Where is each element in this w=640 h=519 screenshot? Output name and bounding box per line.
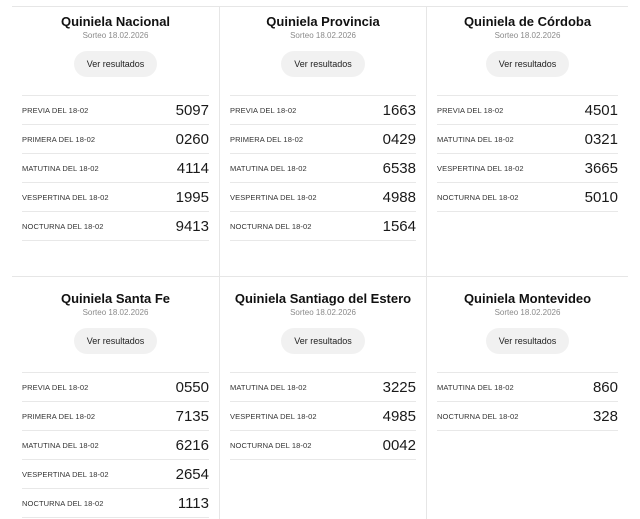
draw-label: MATUTINA DEL 18-02 (230, 382, 307, 392)
card-title: Quiniela Provincia (266, 14, 380, 29)
card-title: Quiniela Nacional (60, 14, 171, 29)
draw-number: 5010 (584, 188, 618, 206)
draw-label: MATUTINA DEL 18-02 (22, 440, 99, 450)
draw-label: VESPERTINA DEL 18-02 (230, 411, 317, 421)
result-row (230, 430, 416, 460)
draw-label: PREVIA DEL 18-02 (22, 382, 89, 392)
result-row (22, 211, 209, 241)
card-quiniela-montevideo (426, 276, 628, 519)
results-list (437, 95, 618, 212)
draw-number: 3225 (382, 378, 416, 396)
draw-number: 6216 (175, 436, 209, 454)
result-row (22, 124, 209, 153)
draw-label: VESPERTINA DEL 18-02 (230, 192, 317, 202)
result-row (22, 401, 209, 430)
draw-label: PREVIA DEL 18-02 (437, 105, 504, 115)
result-row (22, 430, 209, 459)
result-row (230, 211, 416, 241)
draw-label: PRIMERA DEL 18-02 (230, 134, 304, 144)
ver-resultados-button[interactable]: Ver resultados (281, 51, 365, 77)
result-row (230, 95, 416, 124)
draw-number: 4985 (382, 407, 416, 425)
draw-label: PREVIA DEL 18-02 (22, 105, 89, 115)
result-row (230, 153, 416, 182)
draw-number: 328 (592, 407, 618, 425)
card-title: Quiniela Santiago del Estero (234, 291, 412, 306)
draw-label: NOCTURNA DEL 18-02 (230, 440, 312, 450)
result-row (230, 124, 416, 153)
result-row (230, 401, 416, 430)
draw-label: PRIMERA DEL 18-02 (22, 411, 96, 421)
draw-label: NOCTURNA DEL 18-02 (437, 192, 519, 202)
ver-resultados-button[interactable]: Ver resultados (74, 328, 158, 354)
draw-number: 0429 (382, 130, 416, 148)
draw-number: 4114 (176, 159, 209, 177)
result-row (22, 372, 209, 401)
result-row (22, 153, 209, 182)
draw-number: 7135 (175, 407, 209, 425)
draw-label: PRIMERA DEL 18-02 (22, 134, 96, 144)
card-date: Sorteo 18.02.2026 (290, 31, 356, 40)
card-quiniela-nacional (12, 6, 219, 276)
draw-number: 1995 (175, 188, 209, 206)
card-date: Sorteo 18.02.2026 (494, 31, 561, 40)
draw-label: VESPERTINA DEL 18-02 (437, 163, 524, 173)
draw-label: VESPERTINA DEL 18-02 (22, 469, 109, 479)
ver-resultados-button[interactable]: Ver resultados (74, 51, 158, 77)
card-date: Sorteo 18.02.2026 (82, 308, 149, 317)
result-row (437, 124, 618, 153)
draw-number: 860 (592, 378, 618, 396)
draw-number: 5097 (175, 101, 209, 119)
draw-label: NOCTURNA DEL 18-02 (22, 498, 104, 508)
card-quiniela-de-cordoba (426, 6, 628, 276)
results-list (22, 372, 209, 518)
result-row (22, 488, 209, 518)
draw-label: PREVIA DEL 18-02 (230, 105, 297, 115)
card-quiniela-santa-fe (12, 276, 219, 519)
draw-label: NOCTURNA DEL 18-02 (22, 221, 104, 231)
result-row (22, 95, 209, 124)
draw-number: 3665 (584, 159, 618, 177)
draw-label: NOCTURNA DEL 18-02 (230, 221, 312, 231)
draw-number: 0321 (584, 130, 618, 148)
draw-number: 4501 (584, 101, 618, 119)
result-row (437, 153, 618, 182)
draw-number: 9413 (175, 217, 209, 235)
draw-number: 0260 (175, 130, 209, 148)
card-title: Quiniela Santa Fe (60, 291, 171, 306)
results-list (437, 372, 618, 431)
card-date: Sorteo 18.02.2026 (82, 31, 149, 40)
result-row (230, 182, 416, 211)
results-list (230, 95, 416, 241)
draw-number: 4988 (382, 188, 416, 206)
result-row (22, 459, 209, 488)
ver-resultados-button[interactable]: Ver resultados (486, 51, 570, 77)
draw-number: 0550 (175, 378, 209, 396)
result-row (230, 372, 416, 401)
results-list (230, 372, 416, 460)
draw-number: 0042 (382, 436, 416, 454)
card-date: Sorteo 18.02.2026 (290, 308, 356, 317)
draw-number: 2654 (175, 465, 209, 483)
results-list (22, 95, 209, 241)
draw-label: MATUTINA DEL 18-02 (437, 382, 514, 392)
draw-label: MATUTINA DEL 18-02 (230, 163, 307, 173)
result-row (437, 182, 618, 212)
draw-label: MATUTINA DEL 18-02 (22, 163, 99, 173)
result-row (437, 95, 618, 124)
card-quiniela-santiago-del-estero (219, 276, 426, 519)
draw-number: 1113 (177, 494, 209, 512)
result-row (22, 182, 209, 211)
draw-number: 1663 (382, 101, 416, 119)
ver-resultados-button[interactable]: Ver resultados (281, 328, 365, 354)
draw-label: MATUTINA DEL 18-02 (437, 134, 514, 144)
card-title: Quiniela de Córdoba (463, 14, 592, 29)
card-date: Sorteo 18.02.2026 (494, 308, 561, 317)
result-row (437, 372, 618, 401)
draw-label: VESPERTINA DEL 18-02 (22, 192, 109, 202)
result-row (437, 401, 618, 431)
ver-resultados-button[interactable]: Ver resultados (486, 328, 570, 354)
draw-label: NOCTURNA DEL 18-02 (437, 411, 519, 421)
draw-number: 6538 (382, 159, 416, 177)
card-quiniela-provincia (219, 6, 426, 276)
draw-number: 1564 (382, 217, 416, 235)
card-title: Quiniela Montevideo (463, 291, 592, 306)
